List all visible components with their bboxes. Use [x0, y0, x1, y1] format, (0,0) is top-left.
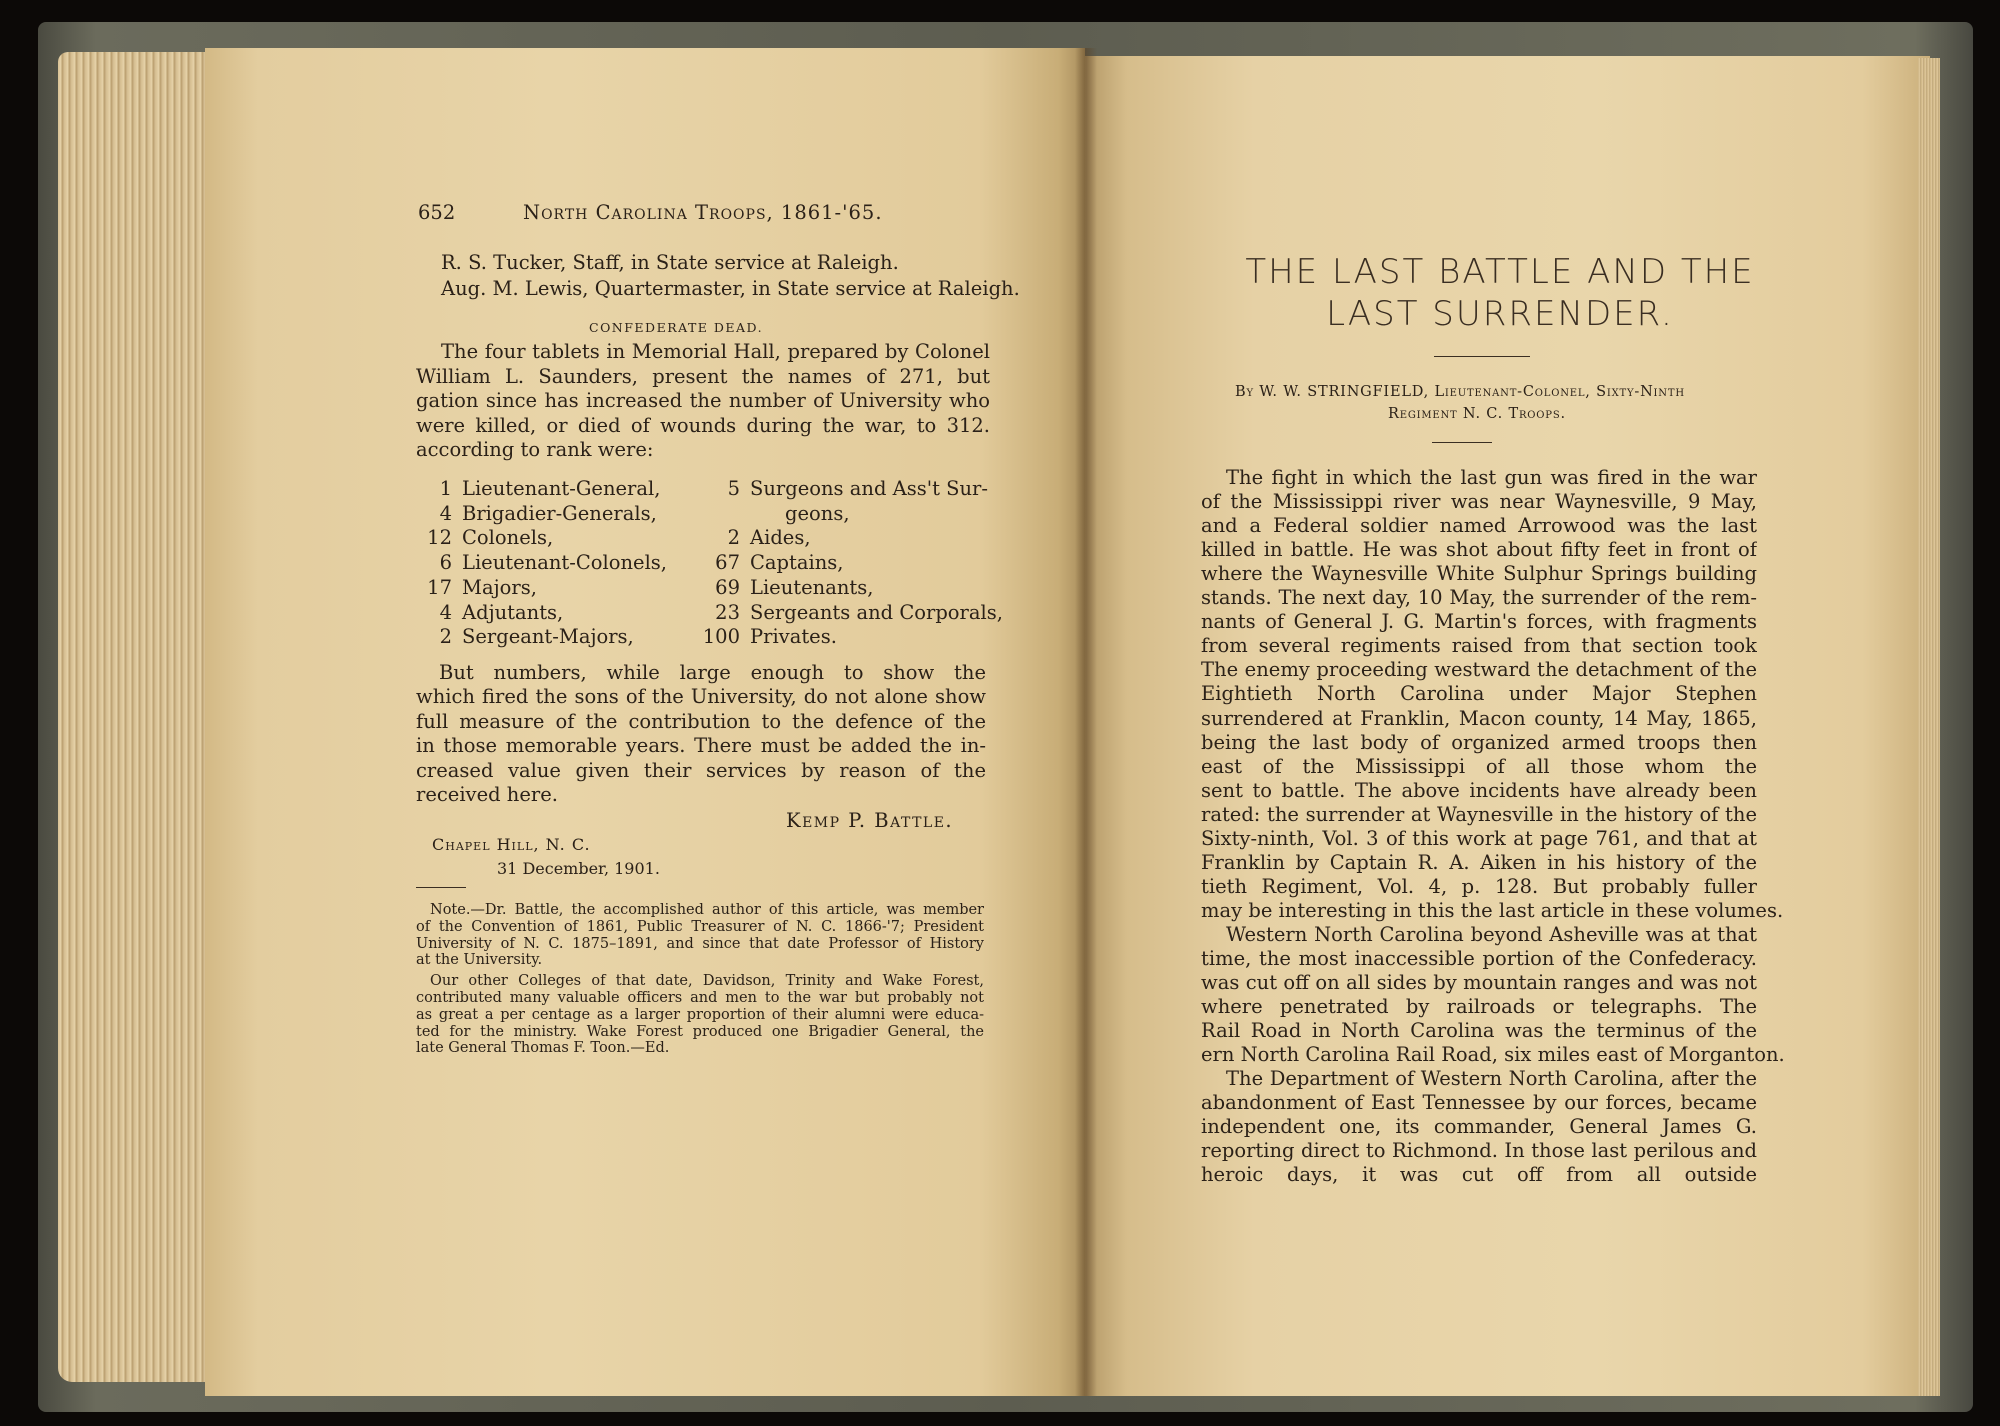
rank-name: Lieutenants, [750, 575, 874, 599]
section-heading: CONFEDERATE DEAD. [589, 320, 764, 335]
closing-line: which fired the sons of the University, do not alone show [416, 685, 986, 709]
body-line: killed in battle. He was shot about fifty feet in front of [1201, 538, 1757, 562]
title-rule [1434, 356, 1530, 357]
rank-count: 6 [439, 551, 452, 575]
closing-line: creased value given their services by reason of the [416, 758, 986, 782]
body-line: stands. The next day, 10 May, the surrender of the rem- [1201, 586, 1757, 610]
body-line: The fight in which the last gun was fired in the war [1226, 466, 1757, 489]
body-line: Franklin by Captain R. A. Aiken in his history of the [1201, 850, 1757, 874]
note-line: ted for the ministry. Wake Forest produced one Brigadier General, the [416, 1023, 984, 1040]
closing-line: in those memorable years. There must be added the in- [416, 734, 986, 758]
rank-count: 67 [715, 551, 740, 575]
body-line: sent to battle. The above incidents have already been [1201, 778, 1757, 802]
note-line: Our other Colleges of that date, Davidson, Trinity and Wake Forest, [430, 973, 984, 990]
intro-line: were killed, or died of wounds during the war, to 312. [416, 413, 990, 437]
rank-count: 100 [702, 625, 740, 649]
rank-count: 4 [439, 501, 452, 525]
intro-line: The four tablets in Memorial Hall, prepared by Colonel [441, 340, 990, 363]
rank-count: 17 [427, 575, 452, 599]
rank-count: 4 [439, 600, 452, 624]
byline: By W. W. STRINGFIELD, Lieutenant-Colonel, Sixty-Ninth [1235, 384, 1685, 400]
closing-line: full measure of the contribution to the defence of the [416, 709, 986, 733]
rank-name: Brigadier-Generals, [462, 501, 657, 525]
body-line: where penetrated by railroads or telegraphs. The [1201, 995, 1757, 1019]
rank-count: 23 [715, 600, 740, 624]
rank-name: Majors, [462, 575, 537, 599]
rank-name: Aides, [750, 526, 811, 550]
rank-count: 2 [439, 625, 452, 649]
place-line: Chapel Hill, N. C. [432, 835, 591, 854]
rank-count: 2 [727, 526, 740, 550]
note-line: contributed many valuable officers and men to the war but probably not [416, 990, 984, 1006]
body-line: The Department of Western North Carolina, after the [1226, 1067, 1757, 1091]
body-line: heroic days, it was cut off from all outside [1201, 1163, 1757, 1187]
body-line: Eightieth North Carolina under Major Stephen [1201, 682, 1757, 706]
note-line: at the University. [416, 952, 543, 969]
body-line: being the last body of organized armed troops then [1201, 730, 1757, 754]
body-line: abandonment of East Tennessee by our forces, became [1201, 1091, 1757, 1115]
page-edges-right [1918, 58, 1940, 1396]
staff-line: R. S. Tucker, Staff, in State service at Raleigh. [441, 251, 899, 274]
signature: Kemp P. Battle. [786, 809, 954, 832]
body-line: may be interesting in this the last article in these volumes. [1201, 898, 1784, 922]
body-line: Sixty-ninth, Vol. 3 of this work at page 761, and that at [1201, 826, 1757, 850]
note-rule [416, 887, 466, 888]
note-line: University of N. C. 1875–1891, and since that date Professor of History [416, 935, 984, 952]
rank-count: 69 [715, 575, 740, 599]
closing-line: But numbers, while large enough to show the [439, 661, 986, 684]
body-line: The enemy proceeding westward the detachment of the [1201, 658, 1757, 682]
rank-name: Adjutants, [462, 600, 564, 624]
rank-count: 1 [439, 477, 452, 500]
page-number: 652 [418, 201, 456, 224]
rank-name: Colonels, [462, 526, 554, 550]
body-line: was cut off on all sides by mountain ranges and was not [1201, 971, 1757, 995]
body-line: surrendered at Franklin, Macon county, 14 May, 1865, [1201, 706, 1757, 730]
date-line: 31 December, 1901. [497, 859, 660, 878]
body-line: from several regiments raised from that section took [1201, 634, 1757, 658]
article-title-line1: THE LAST BATTLE AND THE [1245, 252, 1755, 292]
intro-line: according to rank were: [416, 438, 654, 461]
body-line: reporting direct to Richmond. In those last perilous and [1201, 1139, 1757, 1163]
rank-name: Sergeant-Majors, [462, 625, 634, 649]
rank-count: 5 [727, 477, 740, 500]
intro-line: William L. Saunders, present the names of 271, but [416, 364, 990, 388]
rank-name: Lieutenant-Colonels, [462, 551, 668, 575]
note-line: of the Convention of 1861, Public Treasurer of N. C. 1866-'7; President [416, 918, 984, 935]
running-head: North Carolina Troops, 1861-'65. [523, 201, 883, 224]
body-line: nants of General J. G. Martin's forces, with fragments [1201, 610, 1757, 634]
rank-name: Privates. [750, 625, 837, 649]
rank-name: geons, [785, 501, 850, 525]
body-line: where the Waynesville White Sulphur Springs building [1201, 562, 1757, 586]
rank-count: 12 [427, 526, 452, 550]
intro-line: gation since has increased the number of University who [416, 389, 990, 412]
closing-line: received here. [416, 783, 558, 806]
rank-name: Lieutenant-General, [462, 477, 661, 500]
body-line: ern North Carolina Rail Road, six miles east of Morganton. [1201, 1043, 1785, 1067]
body-line: Rail Road in North Carolina was the terminus of the [1201, 1019, 1757, 1043]
body-line: and a Federal soldier named Arrowood was the last [1201, 514, 1757, 538]
body-line: independent one, its commander, General James G. [1201, 1115, 1757, 1139]
body-line: east of the Mississippi of all those whom the [1201, 754, 1757, 778]
body-line: Western North Carolina beyond Asheville was at that [1226, 922, 1757, 946]
rank-name: Sergeants and Corporals, [750, 600, 1003, 624]
note-line: Note.—Dr. Battle, the accomplished author of this article, was member [430, 902, 984, 918]
rank-name: Captains, [750, 551, 844, 575]
book-gutter [1075, 48, 1097, 1396]
body-line: rated: the surrender at Waynesville in the history of the [1201, 802, 1757, 826]
note-line: late General Thomas F. Toon.—Ed. [416, 1040, 670, 1057]
body-line: time, the most inaccessible portion of the Confederacy. [1201, 947, 1757, 970]
note-line: as great a per centage as a larger proportion of their alumni were educa- [416, 1006, 984, 1023]
byline-continued: Regiment N. C. Troops. [1388, 406, 1566, 422]
body-line: tieth Regiment, Vol. 4, p. 128. But probably fuller [1201, 874, 1757, 898]
staff-line: Aug. M. Lewis, Quartermaster, in State service at Raleigh. [441, 277, 1020, 300]
rank-name: Surgeons and Ass't Sur- [750, 477, 988, 500]
byline-rule [1432, 442, 1492, 443]
body-line: of the Mississippi river was near Waynesville, 9 May, [1201, 490, 1757, 514]
article-title-line2: LAST SURRENDER. [1326, 294, 1674, 334]
